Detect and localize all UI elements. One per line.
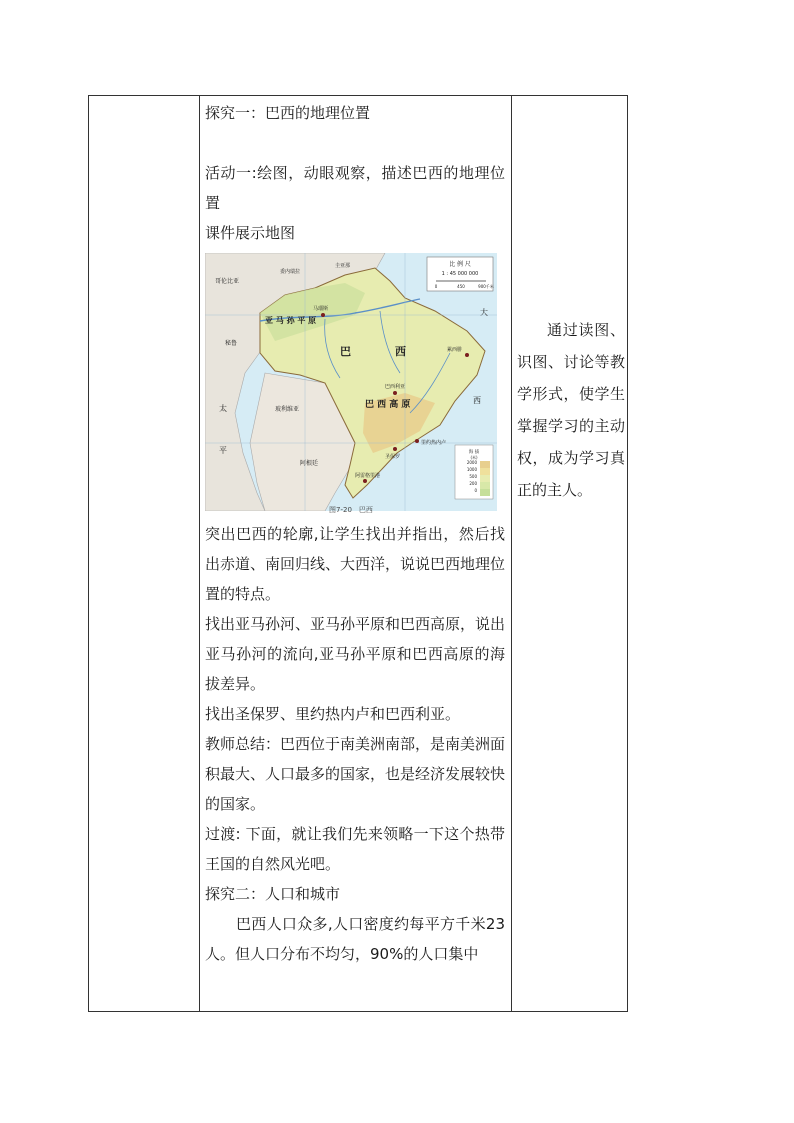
label-peru: 秘鲁 xyxy=(225,340,238,347)
legend-title: 海 拔 xyxy=(468,450,480,455)
legend-unit: (米) xyxy=(470,455,478,460)
label-atlantic-1: 大 xyxy=(480,308,488,317)
label-amazon-plain: 亚 马 孙 平 原 xyxy=(265,316,317,325)
legend-value-200: 200 xyxy=(469,481,477,486)
paragraph-outline: 突出巴西的轮廓,让学生找出并指出，然后找出赤道、南回归线、大西洋，说说巴西地理位置的特点。 xyxy=(205,525,505,603)
activity-text: 活动一:绘图，动眼观察，描述巴西的地理位置 xyxy=(205,164,505,212)
label-pacific-1: 太 xyxy=(219,404,227,413)
legend-swatch-1000 xyxy=(480,468,490,475)
city-dot-brasilia xyxy=(393,391,397,395)
courseware-text: 课件展示地图 xyxy=(205,224,296,242)
legend-value-500: 500 xyxy=(469,474,477,479)
legend-value-1000: 1000 xyxy=(466,467,477,472)
paragraph-amazon: 找出亚马孙河、亚马孙平原和巴西高原，说出亚马孙河的流向,亚马孙平原和巴西高原的海拔差异。 xyxy=(205,615,505,693)
scale-tick-0: 0 xyxy=(434,284,438,289)
city-rio: 里约热内卢 xyxy=(421,440,447,446)
city-manaus: 马瑙斯 xyxy=(313,306,329,312)
section-heading-location: 探究一：巴西的地理位置 xyxy=(205,104,371,122)
brazil-map xyxy=(205,253,497,511)
lesson-table xyxy=(88,95,628,1012)
scale-tick-2: 900千米 xyxy=(478,284,494,289)
paragraph-cities: 找出圣保罗、里约热内卢和巴西利亚。 xyxy=(205,705,461,723)
city-dot-manaus xyxy=(321,313,325,317)
legend-value-2000: 2000 xyxy=(466,460,477,465)
brazil-map-figure xyxy=(205,253,497,514)
section-heading-population: 探究二：人口和城市 xyxy=(205,885,341,903)
label-pacific-2: 平 xyxy=(219,446,227,455)
map-caption: 图7-20 巴西 xyxy=(329,506,373,514)
label-brazil-2: 西 xyxy=(395,345,406,358)
teaching-content-cell xyxy=(205,96,505,1011)
label-brazil-1: 巴 xyxy=(340,345,351,358)
label-venezuela: 委内瑞拉 xyxy=(280,269,301,275)
city-saopaulo: 圣保罗 xyxy=(385,454,401,460)
legend-swatch-2000 xyxy=(480,461,490,468)
city-dot-portoalegre xyxy=(363,479,367,483)
city-dot-recife xyxy=(465,353,469,357)
column-divider-left xyxy=(199,96,200,1011)
city-brasilia: 巴西利亚 xyxy=(385,384,406,390)
spacer xyxy=(205,128,505,158)
city-portoalegre: 阿雷格里港 xyxy=(355,473,381,479)
scale-ratio: 1 : 45 000 000 xyxy=(441,271,479,277)
label-colombia: 哥伦比亚 xyxy=(215,278,240,285)
legend-swatch-200 xyxy=(480,482,490,489)
label-brazilian-highlands: 巴 西 高 原 xyxy=(365,400,411,410)
label-bolivia: 玻利维亚 xyxy=(275,406,300,413)
label-argentina: 阿根廷 xyxy=(300,460,319,467)
city-dot-rio xyxy=(415,439,419,443)
city-dot-saopaulo xyxy=(393,447,397,451)
design-intent-note: 通过读图、识图、讨论等教学形式，使学生掌握学习的主动权，成为学习真正的主人。 xyxy=(517,321,625,499)
paragraph-population: 巴西人口众多,人口密度约每平方千米23人。但人口分布不均匀，90%的人口集中 xyxy=(205,915,505,963)
legend-swatch-500 xyxy=(480,475,490,482)
scale-tick-1: 450 xyxy=(457,284,465,289)
legend-value-0: 0 xyxy=(474,488,477,493)
legend-swatch-0 xyxy=(480,489,490,496)
column-divider-right xyxy=(511,96,512,1011)
paragraph-transition: 过渡: 下面，就让我们先来领略一下这个热带王国的自然风光吧。 xyxy=(205,825,505,873)
paragraph-summary: 教师总结：巴西位于南美洲南部，是南美洲面积最大、人口最多的国家，也是经济发展较快的国家。 xyxy=(205,735,505,813)
label-guyana: 圭亚那 xyxy=(335,263,351,269)
scale-title: 比 例 尺 xyxy=(449,261,471,268)
city-recife: 累西腓 xyxy=(447,347,463,353)
label-atlantic-2: 西 xyxy=(473,396,481,405)
